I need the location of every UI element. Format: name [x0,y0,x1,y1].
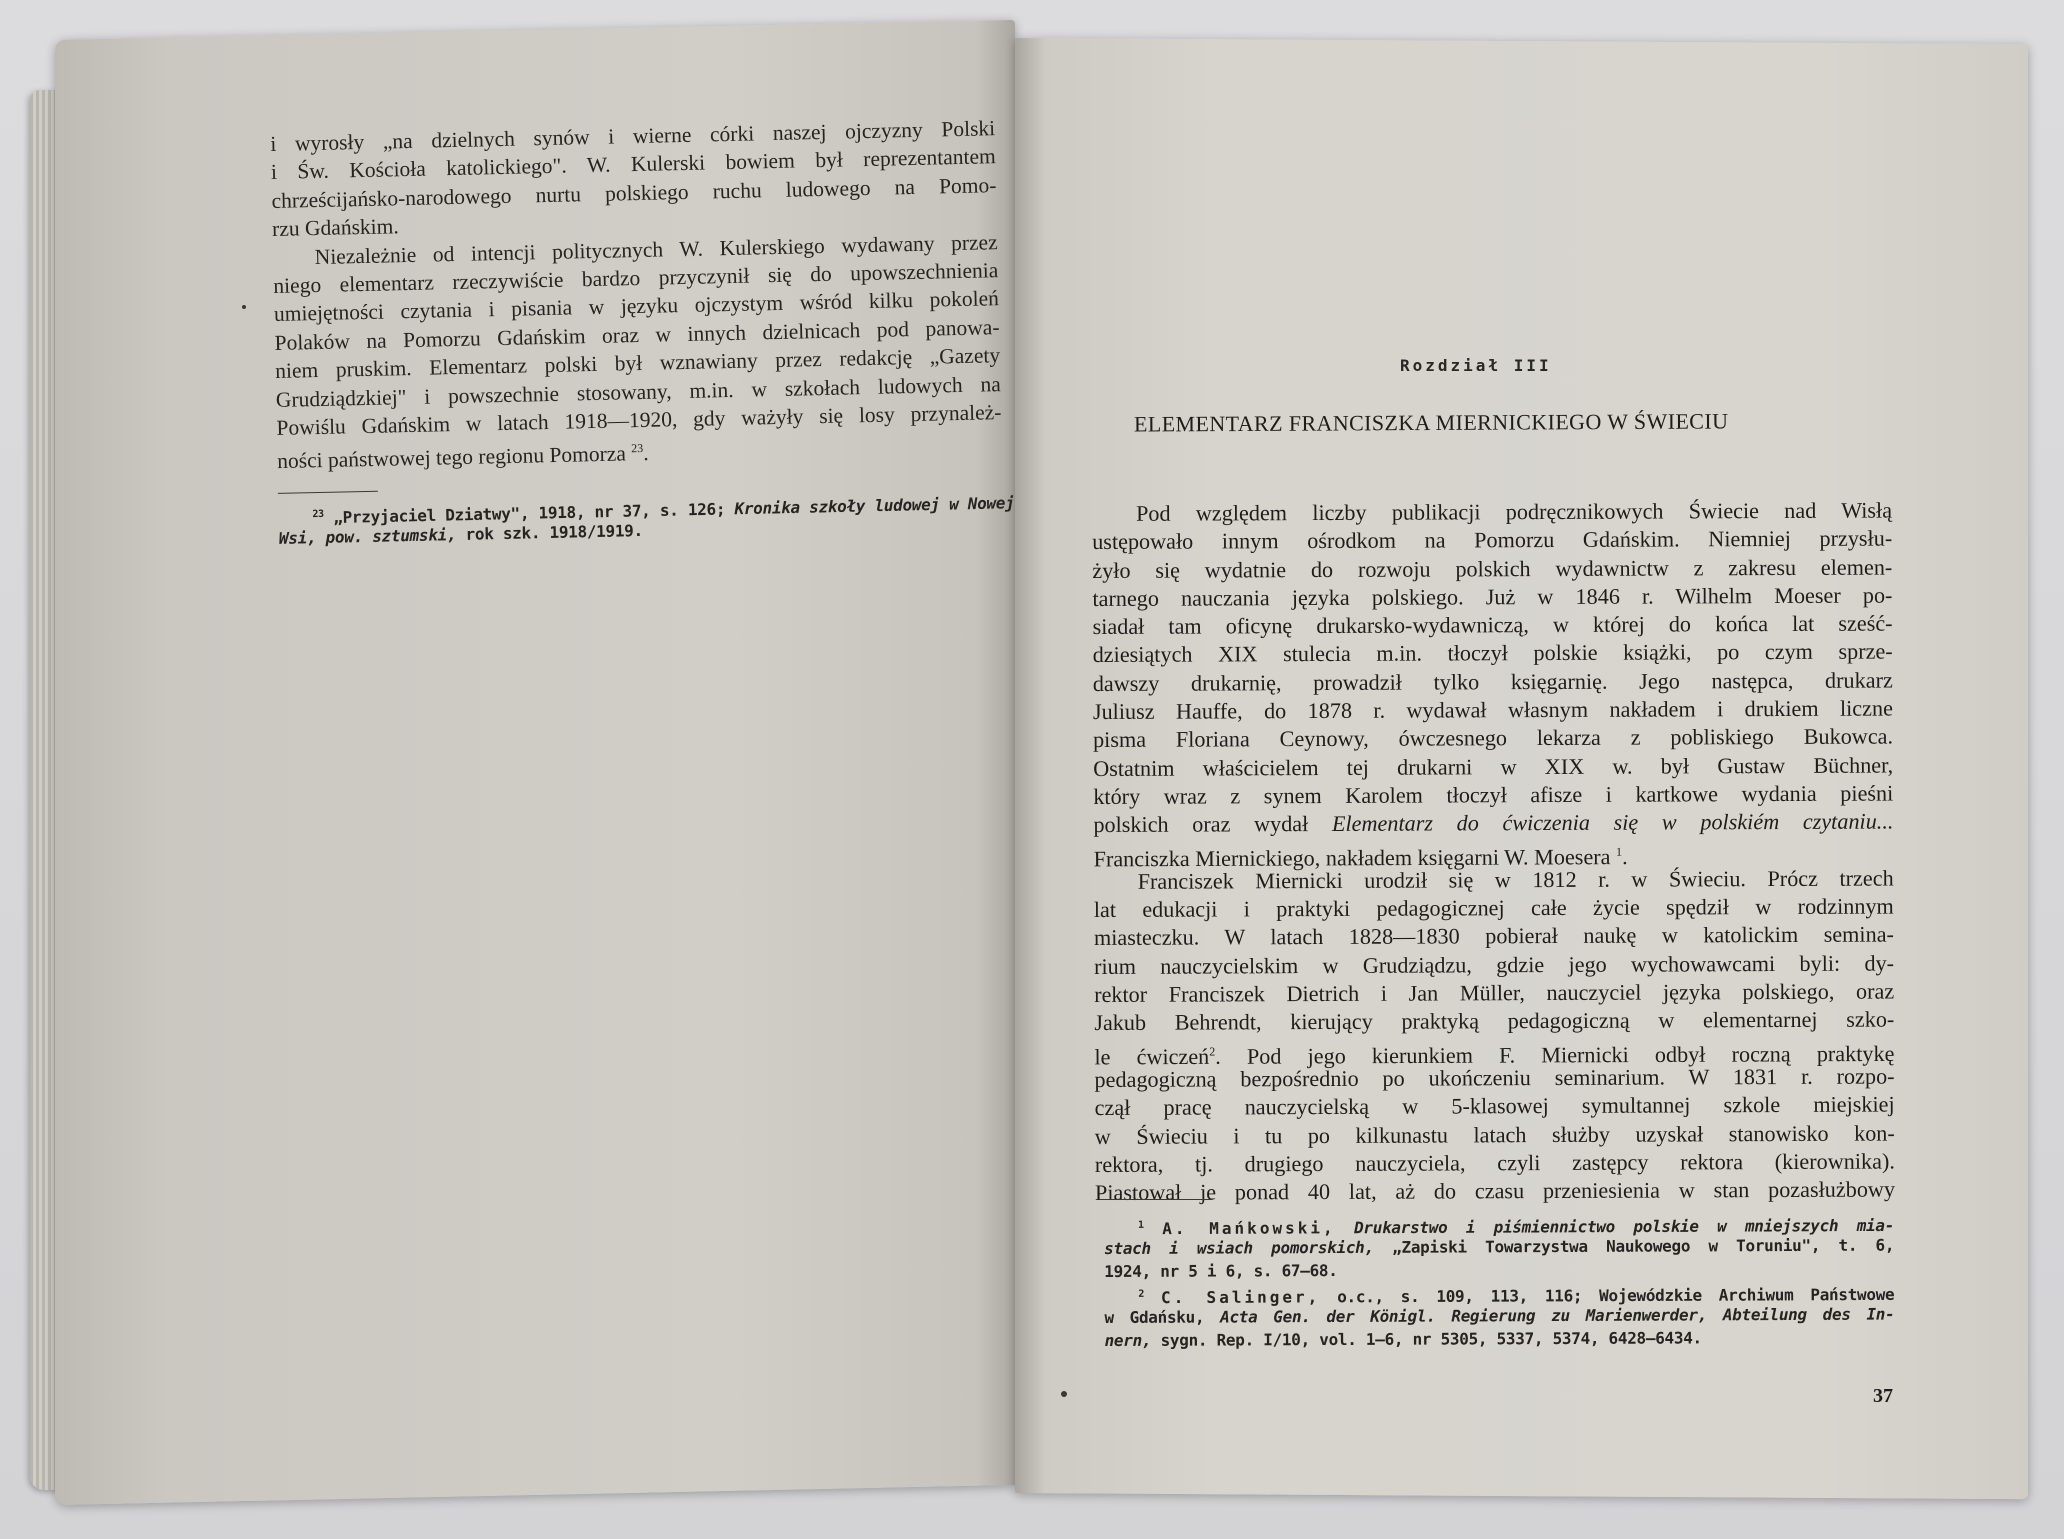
footnote-rule [278,490,378,493]
text-line [1094,1034,1895,1070]
right-paragraph-1 [1092,497,1894,871]
text-line: rzu Gdańskim. [271,214,399,242]
text-line: rektora, tj. drugiego nauczyciela, czyli zastępcy rektora (kierownika). [1094,1148,1895,1177]
book-title: Elementarz do ćwiczenia się w polskiém czytaniu... [1331,808,1894,837]
footnote-italic: Wsi, pow. sztumski, [278,524,457,548]
text-line: chrześcijańsko-narodowego nurtu polskiego ruchu ludowego na Pomo- [271,172,997,213]
text-line: Pod względem liczby publikacji podręcznikowych Świecie nad Wisłą [1136,497,1893,526]
text-line: i Św. Kościoła katolickiego". W. Kulerski bowiem był reprezentantem [270,144,997,185]
text-line: niem pruskim. Elementarz polski był wznawiany przez redakcję „Gazety [274,343,1001,384]
text-line: umiejętności czytania i pisania w języku ojczystym wśród kilku pokoleń [273,286,1000,327]
text-line: Grudziądzkiej" i powszechnie stosowany, m.in. w szkołach ludowych na [275,371,1001,412]
footnote-text: o.c., s. 109, 113, 116; Wojewódzkie Archiwum Państwowe [1337,1284,1895,1307]
footnote-ref: 1 [1615,844,1623,859]
right-page-text [1092,497,1895,1208]
right-footnotes [1104,1211,1895,1352]
footnote-number: 23 [312,508,324,520]
page-number: 37 [1873,1385,1893,1407]
text-line: Niezależnie od intencji politycznych W. Kulerskiego wydawany przez [314,229,998,269]
text-line: Ostatnim właścicielem tej drukarni w XIX w. był Gustaw Büchner, [1093,752,1894,781]
left-paragraph-2 [272,228,1002,474]
text-line: Piastował je ponad 40 lat, aż do czasu przeniesienia w stan pozasłużbowy [1094,1176,1896,1206]
footnote-number: 2 [1138,1288,1145,1300]
footnote-author: C. Salinger, [1160,1287,1321,1308]
footnote-text: sygn. Rep. I/10, vol. 1—6, nr 5305, 5337, 5374, 6428—6434. [1160,1328,1702,1350]
footnote-line [1104,1234,1894,1260]
text-line: lat edukacji i praktyki pedagogicznej całe życie spędził w rodzinnym [1093,893,1894,923]
text-line: pisma Floriana Ceynowy, ówczesnego lekarza z pobliskiego Bukowca. [1092,723,1894,753]
footnote-italic: Kronika szkoły ludowej w Nowej [734,492,1015,518]
text-span: ności państwowej tego regionu Pomorza [276,441,627,474]
ink-dot [242,305,246,309]
text-line: i wyrosły „na dzielnych synów i wierne córki naszej ojczyzny Polski [270,116,996,156]
footnote-italic: nern, [1104,1330,1152,1350]
footnote-text: „Przyjaciel Dziatwy", 1918, nr 37, s. 126; [333,499,726,527]
text-span: . Pod jego kierunkiem F. Miernicki odbył roczną praktykę [1215,1040,1895,1069]
text-line: w Świeciu i tu po kilkunastu latach służby uzyskał stanowisko kon- [1094,1120,1895,1149]
footnote-ref: 2 [1209,1044,1216,1059]
text-line: żyło się wydatnie do rozwoju polskich wydawnictw z zakresu elemen- [1092,554,1893,583]
text-line: Jakub Behrendt, kierujący praktyką pedagogiczną w elementarnej szko- [1094,1006,1895,1036]
footnote-number: 1 [1138,1219,1144,1231]
text-line [1093,808,1893,840]
footnote-line [1105,1326,1895,1352]
footnote-line [1104,1303,1894,1329]
chapter-title: ELEMENTARZ FRANCISZKA MIERNICKIEGO W ŚWIECIU [1133,408,1729,437]
left-paragraph-1 [270,114,997,243]
text-line: Franciszek Miernicki urodził się w 1812 r. w Świeciu. Prócz trzech [1137,865,1894,894]
ink-dot [1061,1391,1067,1397]
footnote-line [1104,1280,1894,1306]
text-span: Franciszka Miernickiego, nakładem księgarni W. Moesera [1093,843,1611,871]
text-line: czął pracę nauczycielską w 5-klasowej symultannej szkole miejskiej [1094,1091,1895,1121]
text-line: siadał tam oficynę drukarsko-wydawniczą, w której do końca lat sześć- [1092,610,1893,640]
text-line: ustępowało innym ośrodkom na Pomorzu Gdańskim. Niemniej przysłu- [1092,525,1893,555]
text-line: dziesiątych XIX stulecia m.in. tłoczył polskie książki, po czym sprze- [1092,638,1893,668]
footnote-text: „Zapiski Towarzystwa Naukowego w Toruniu", t. 6, [1392,1235,1895,1257]
footnote-text: rok szk. 1918/1919. [465,520,644,544]
text-line: który wraz z synem Karolem tłoczył afisze i kartkowe wydania pieśni [1093,780,1894,809]
footnote-rule [1100,1199,1212,1200]
text-line: Juliusz Hauffe, do 1878 r. wydawał własnym nakładem i drukiem liczne [1092,695,1893,725]
text-line: dawszy drukarnię, prowadził tylko księgarnię. Jego następca, drukarz [1092,667,1893,696]
footnote-line [1104,1211,1894,1237]
text-line: miasteczku. W latach 1828—1830 pobierał naukę w katolickim semina- [1093,921,1894,951]
text-line: Powiślu Gdańskim w latach 1918—1920, gdy ważyły się losy przynależ- [276,400,1002,440]
text-line: Polaków na Pomorzu Gdańskim oraz w innych dzielnicach pod panowa- [274,314,1000,355]
text-line: pedagogiczną bezpośrednio po ukończeniu seminarium. W 1831 r. rozpo- [1094,1063,1895,1092]
footnote-text: w Gdańsku, [1104,1307,1205,1327]
footnote-author: A. Mańkowski, [1162,1218,1336,1239]
footnote-italic: stach i wsiach pomorskich, [1104,1237,1374,1258]
chapter-label: Rozdział III [1400,356,1552,375]
right-paragraph-2 [1094,864,1895,1207]
text-line: ności państwowej tego regionu Pomorza $^{23}$. [276,441,649,474]
footnote-italic: Drukarstwo i piśmiennictwo polskie w mniejszych mia- [1354,1215,1895,1238]
text-line: niego elementarz rzeczywiście bardzo przyczynił się do upowszechnienia [273,258,999,298]
text-line: Franciszka Miernickiego, nakładem księgarni W. Moesera $^1$. [1093,843,1628,871]
footnote-line: 1924, nr 5 i 6, s. 67—68. [1104,1260,1338,1281]
text-line: rium nauczycielskim w Grudziądzu, gdzie jego wychowawcami byli: dy- [1093,950,1895,979]
footnote-italic: Acta Gen. der Königl. Regierung zu Marienwerder, Abteilung des In- [1220,1304,1895,1327]
text-span: polskich oraz wydał [1093,811,1309,838]
footnote-ref: 23 [630,441,644,456]
text-line: rektor Franciszek Dietrich i Jan Müller, nauczyciel języka polskiego, oraz [1094,978,1895,1008]
text-line: tarnego nauczania języka polskiego. Już w 1846 r. Wilhelm Moeser po- [1092,582,1893,611]
left-page-text [270,114,1015,549]
text-span: le ćwiczeń [1094,1043,1210,1070]
